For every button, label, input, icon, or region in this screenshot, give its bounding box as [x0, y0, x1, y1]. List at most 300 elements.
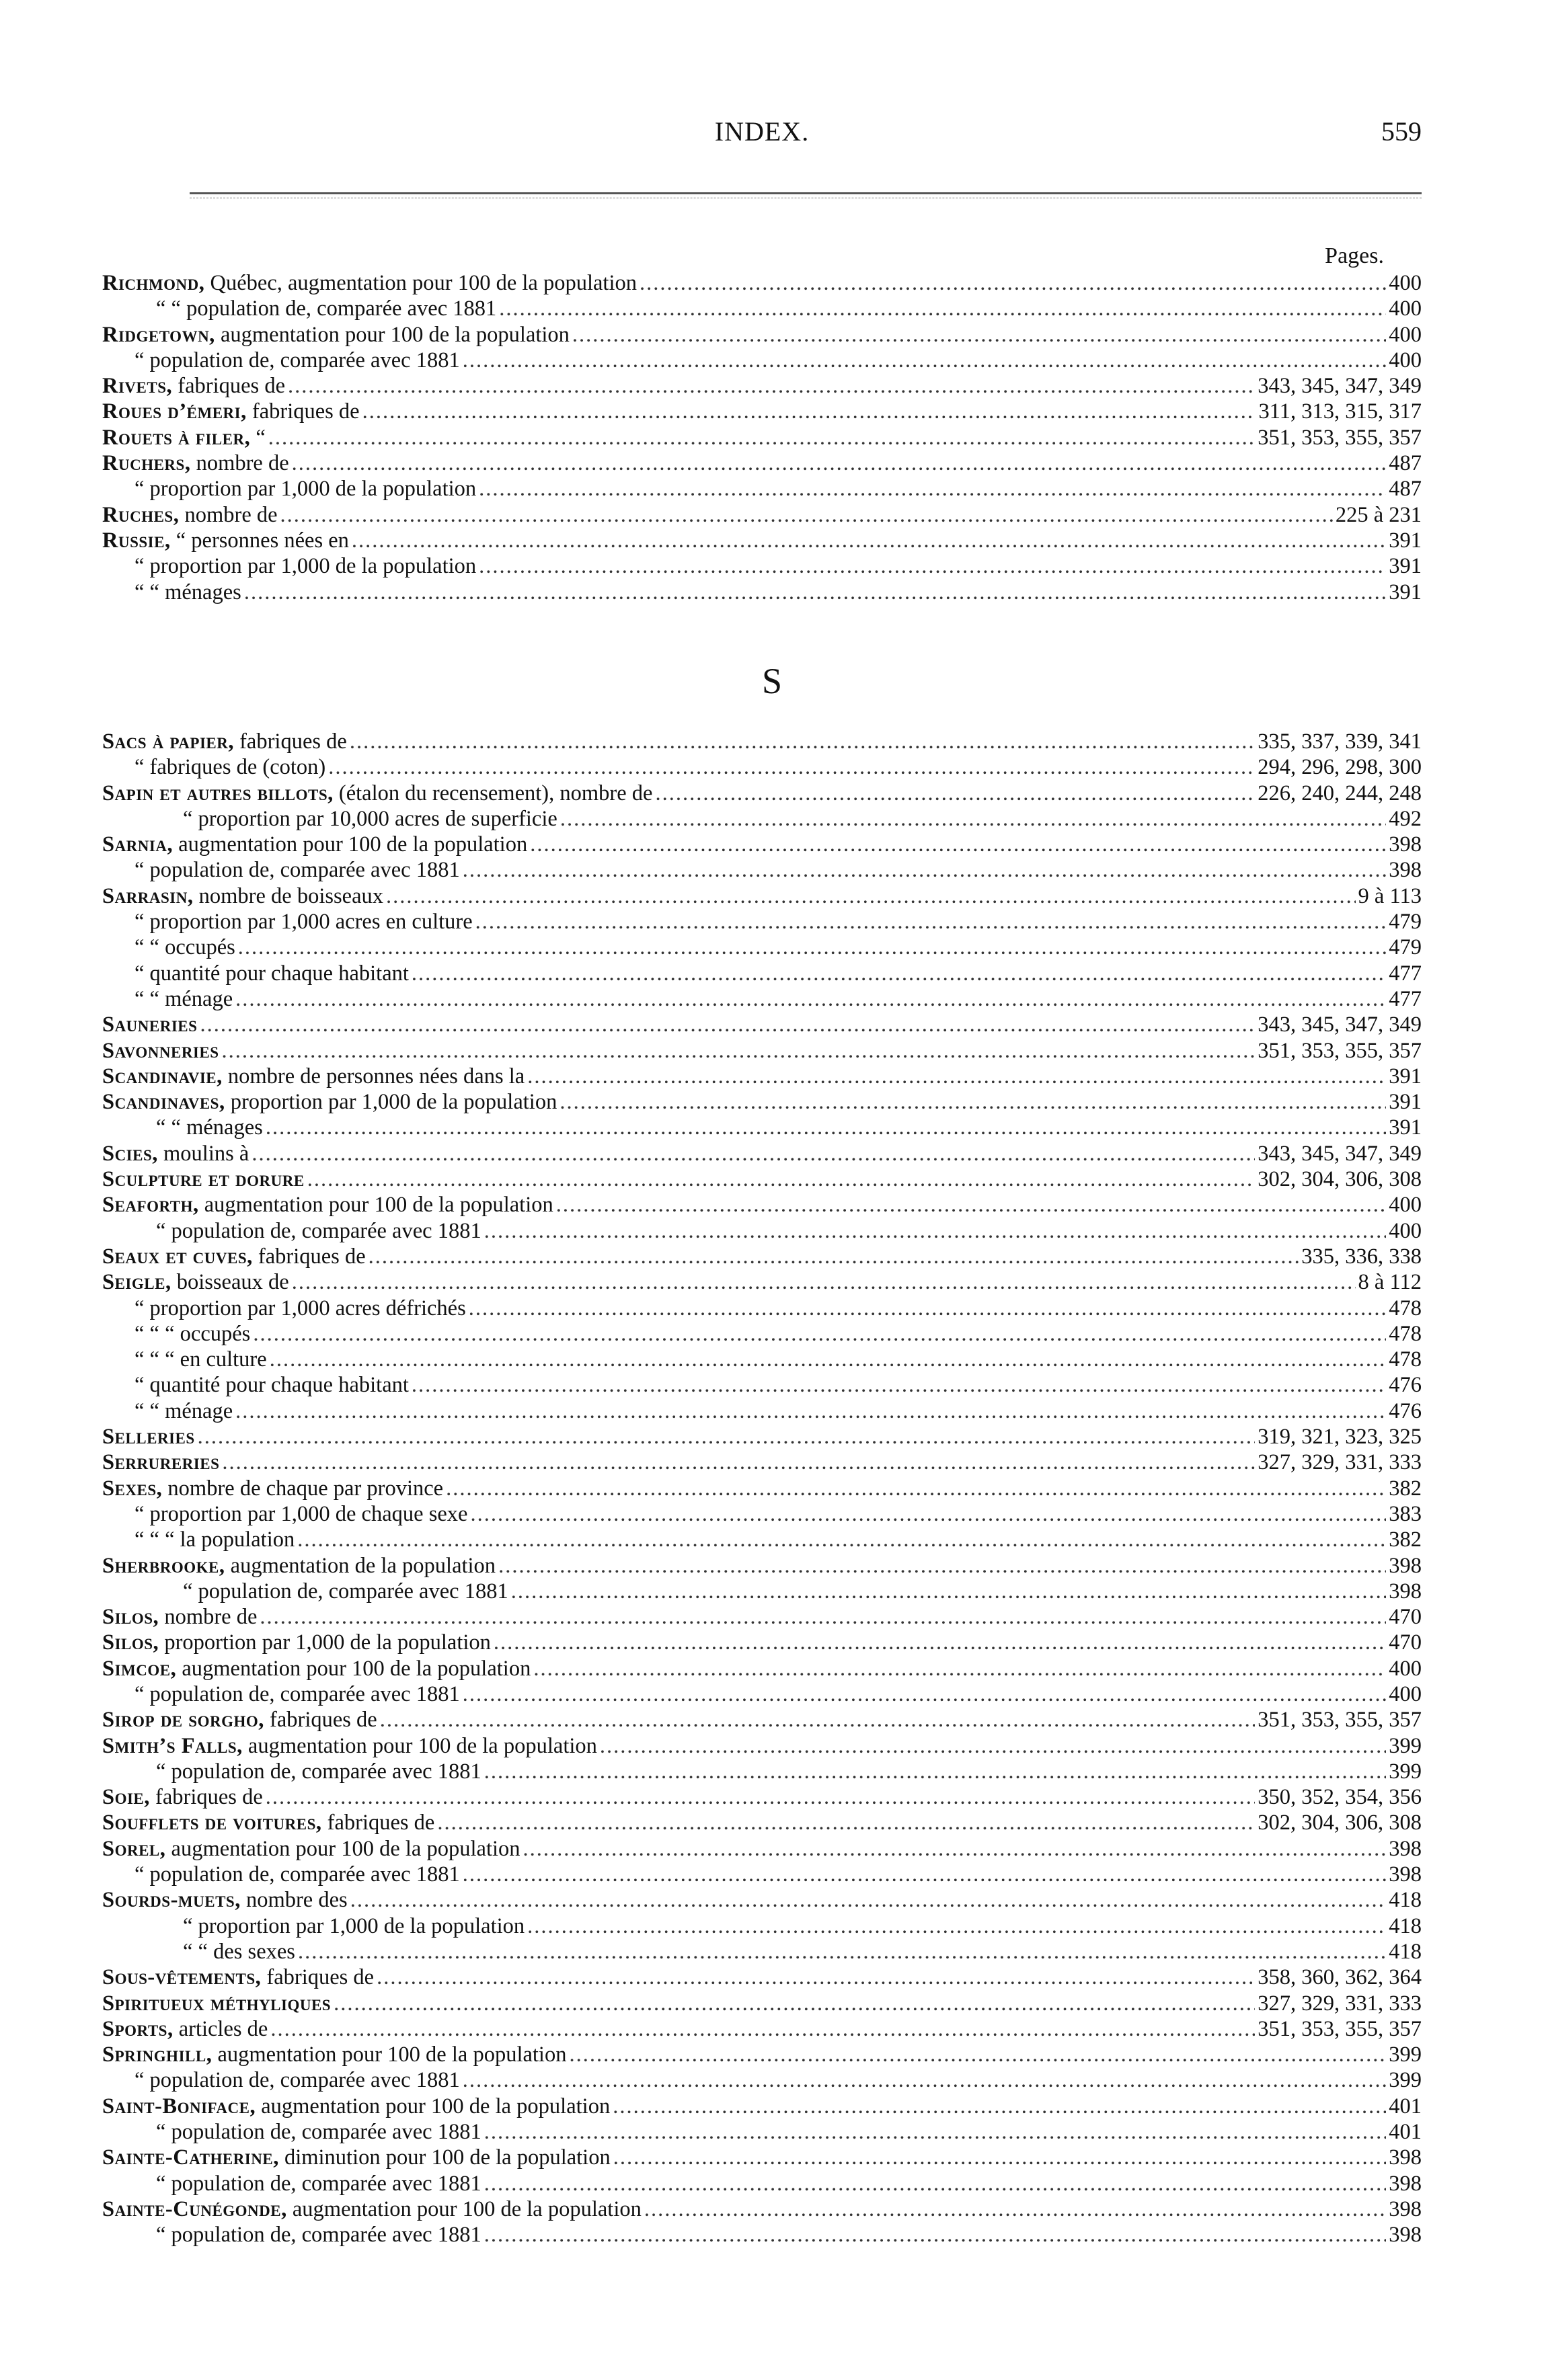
entry-description: fabriques de	[172, 374, 285, 399]
entry-description: augmentation pour 100 de la population	[256, 2094, 611, 2118]
entry-text	[102, 399, 360, 424]
entry-text	[156, 1218, 481, 1244]
entry-pages: 400	[1389, 1218, 1422, 1243]
entry-pages: 487	[1389, 451, 1422, 476]
entry-description: “ proportion par 1,000 de la population	[134, 477, 477, 502]
index-entry	[102, 1141, 1422, 1166]
dot-leader	[527, 1913, 1386, 1939]
dot-leader	[380, 1707, 1256, 1733]
entry-text	[102, 2196, 642, 2222]
entry-description: fabriques de	[264, 1708, 377, 1733]
entry-pages: 476	[1389, 1373, 1422, 1398]
dot-leader	[298, 1939, 1386, 1965]
entry-description: nombre des	[240, 1888, 348, 1913]
entry-heading: Sacs à papier,	[102, 729, 234, 754]
dot-leader	[463, 1681, 1387, 1707]
entry-text	[102, 1707, 377, 1733]
entry-description: “ “ des sexes	[183, 1939, 295, 1964]
entry-text	[102, 729, 347, 754]
entry-text	[156, 296, 496, 321]
index-entry	[102, 2067, 1422, 2093]
index-entry	[102, 1991, 1422, 2016]
entry-heading: Soie,	[102, 1785, 150, 1810]
entry-heading: Scies,	[102, 1141, 158, 1166]
entry-heading: Silos,	[102, 1605, 159, 1630]
entry-description: “ quantité pour chaque habitant	[134, 961, 409, 986]
entry-heading: Sauneries	[102, 1013, 198, 1037]
entry-text	[134, 986, 233, 1012]
index-entry	[102, 806, 1422, 832]
dot-leader	[533, 1656, 1386, 1681]
entry-pages: 335, 336, 338	[1301, 1244, 1422, 1269]
entry-description: augmentation de la population	[225, 1553, 496, 1578]
dot-leader	[292, 450, 1387, 476]
entry-pages: 400	[1389, 296, 1422, 321]
index-entry	[102, 1579, 1422, 1604]
entry-description: augmentation pour 100 de la population	[242, 1733, 597, 1758]
index-entry	[102, 1398, 1422, 1424]
entry-pages: 398	[1389, 858, 1422, 883]
entry-heading: Ridgetown,	[102, 322, 215, 347]
entry-text	[102, 1630, 491, 1655]
dot-leader	[484, 2119, 1387, 2145]
dot-leader	[527, 1064, 1386, 1089]
entry-description: augmentation pour 100 de la population	[198, 1193, 553, 1218]
index-entry	[102, 270, 1422, 296]
entry-description: “ proportion par 1,000 de la population	[134, 554, 477, 579]
index-entry	[102, 781, 1422, 806]
dot-leader	[484, 2171, 1387, 2196]
entry-text	[134, 857, 460, 883]
index-entry	[102, 2196, 1422, 2222]
entry-description: nombre de boisseaux	[193, 883, 384, 908]
index-entry	[102, 935, 1422, 960]
entry-pages: 343, 345, 347, 349	[1258, 1013, 1422, 1037]
entry-description: proportion par 1,000 de la population	[225, 1090, 557, 1115]
index-entry	[102, 1836, 1422, 1862]
dot-leader	[463, 857, 1387, 883]
entry-text	[102, 1476, 443, 1501]
index-entry	[102, 883, 1422, 909]
entry-pages: 382	[1389, 1476, 1422, 1501]
entry-description: “ “ ménages	[156, 1115, 263, 1140]
entry-heading: Silos,	[102, 1630, 159, 1655]
page-number: 559	[1381, 116, 1422, 147]
dot-leader	[377, 1965, 1255, 1990]
entry-pages: 477	[1389, 986, 1422, 1011]
entry-pages: 398	[1389, 1553, 1422, 1578]
index-entry	[102, 502, 1422, 528]
dot-leader	[494, 1630, 1386, 1655]
entry-pages: 382	[1389, 1528, 1422, 1552]
entry-description: nombre de	[159, 1605, 258, 1630]
dot-leader	[270, 1347, 1387, 1372]
entry-pages: 391	[1389, 1090, 1422, 1115]
entry-text	[156, 2222, 481, 2248]
entry-pages: 398	[1389, 1862, 1422, 1887]
index-entry	[102, 1347, 1422, 1372]
entry-text	[102, 832, 527, 857]
entry-pages: 383	[1389, 1501, 1422, 1526]
index-entry	[102, 1553, 1422, 1579]
section-letter: S	[761, 661, 783, 701]
index-entry	[102, 1862, 1422, 1887]
entry-pages: 391	[1389, 528, 1422, 553]
dot-leader	[530, 832, 1386, 857]
entry-heading: Sainte-Catherine,	[102, 2145, 279, 2170]
entry-description: moulins à	[157, 1141, 249, 1166]
dot-leader	[222, 1038, 1256, 1064]
entry-heading: Russie,	[102, 528, 171, 553]
entry-description: fabriques de	[149, 1785, 263, 1810]
entry-text	[102, 1141, 249, 1166]
index-entry	[102, 1604, 1422, 1630]
index-entry	[102, 832, 1422, 857]
index-entry	[102, 1166, 1422, 1192]
index-entry	[102, 754, 1422, 780]
entry-pages: 418	[1389, 1913, 1422, 1938]
entry-pages: 8 à 112	[1358, 1270, 1422, 1295]
entry-description: augmentation pour 100 de la population	[165, 1836, 520, 1861]
entry-pages: 400	[1389, 271, 1422, 295]
index-entry	[102, 450, 1422, 476]
entry-pages: 398	[1389, 1579, 1422, 1603]
dot-leader	[655, 781, 1255, 806]
entry-text	[102, 2145, 611, 2170]
index-entry	[102, 1810, 1422, 1835]
entry-pages: 319, 321, 323, 325	[1258, 1425, 1422, 1450]
entry-text	[134, 1398, 233, 1424]
entry-pages: 398	[1389, 2196, 1422, 2221]
dot-leader	[463, 348, 1387, 373]
entry-text	[102, 1450, 219, 1475]
index-entry	[102, 1784, 1422, 1810]
dot-leader	[484, 2222, 1387, 2248]
page-title: INDEX.	[714, 116, 810, 147]
entry-description: “ population de, comparée avec 1881	[134, 858, 460, 883]
dot-leader	[479, 553, 1386, 579]
index-entry	[102, 373, 1422, 399]
dot-leader	[266, 1115, 1386, 1140]
entry-heading: Scandinaves,	[102, 1090, 225, 1115]
index-entry	[102, 1192, 1422, 1218]
entry-text	[134, 961, 409, 986]
index-entry	[102, 1218, 1422, 1244]
entry-description: “ “ “ occupés	[134, 1321, 251, 1346]
index-entry	[102, 296, 1422, 321]
dot-leader	[222, 1450, 1255, 1475]
index-entry	[102, 986, 1422, 1012]
entry-description: nombre de	[190, 451, 289, 476]
entry-description: (étalon du recensement), nombre de	[333, 781, 653, 805]
index-entry	[102, 1012, 1422, 1037]
dot-leader	[640, 270, 1386, 296]
entry-text	[102, 1733, 597, 1759]
entry-pages: 335, 337, 339, 341	[1258, 729, 1422, 754]
entry-pages: 351, 353, 355, 357	[1258, 2016, 1422, 2041]
entry-text	[102, 528, 349, 553]
entry-description: augmentation pour 100 de la population	[215, 322, 570, 347]
entry-text	[102, 2016, 268, 2042]
entry-text	[134, 935, 235, 960]
entry-text	[102, 270, 637, 296]
index-entry	[102, 1038, 1422, 1064]
entry-text	[134, 1527, 295, 1552]
dot-leader	[350, 1887, 1387, 1913]
entry-pages: 400	[1389, 1681, 1422, 1706]
entry-text	[134, 1862, 460, 1887]
entry-text	[134, 1501, 467, 1527]
entry-description: “ quantité pour chaque habitant	[134, 1373, 409, 1398]
dot-leader	[556, 1192, 1387, 1218]
index-entry	[102, 1269, 1422, 1295]
entry-text	[134, 1347, 267, 1372]
index-entry	[102, 1707, 1422, 1733]
index-entry	[102, 2171, 1422, 2196]
entry-pages: 479	[1389, 935, 1422, 960]
entry-heading: Sarnia,	[102, 832, 173, 857]
entry-description: “ “ population de, comparée avec 1881	[156, 296, 497, 321]
dot-leader	[238, 935, 1386, 960]
entry-pages: 226, 240, 244, 248	[1258, 781, 1422, 805]
dot-leader	[328, 754, 1255, 780]
entry-heading: Rivets,	[102, 374, 173, 399]
index-entry	[102, 1965, 1422, 1990]
entry-description: “ “ occupés	[134, 935, 235, 960]
entry-heading: Roues d’émeri,	[102, 399, 247, 424]
dot-leader	[252, 1141, 1255, 1166]
entry-heading: Seigle,	[102, 1270, 171, 1295]
entry-heading: Sherbrooke,	[102, 1553, 225, 1578]
entry-description: “ fabriques de (coton)	[134, 755, 326, 780]
entry-pages: 302, 304, 306, 308	[1258, 1811, 1422, 1835]
dot-leader	[270, 2016, 1255, 2042]
entry-text	[102, 2042, 566, 2067]
dot-leader	[412, 1372, 1386, 1398]
entry-text	[102, 425, 266, 450]
entry-pages: 399	[1389, 1733, 1422, 1758]
dot-leader	[644, 2196, 1386, 2222]
dot-leader	[198, 1424, 1256, 1450]
entry-text	[102, 373, 285, 399]
entry-text	[102, 1244, 366, 1269]
entry-description: “ population de, comparée avec 1881	[134, 1862, 460, 1887]
entry-heading: Springhill,	[102, 2042, 213, 2067]
entry-heading: Smith’s Falls,	[102, 1733, 243, 1758]
index-entry	[102, 1115, 1422, 1140]
entry-text	[102, 1991, 331, 2016]
entry-pages: 350, 352, 354, 356	[1258, 1785, 1422, 1810]
dot-leader	[297, 1527, 1386, 1552]
dot-leader	[307, 1166, 1256, 1192]
index-entry	[102, 322, 1422, 348]
entry-description: augmentation pour 100 de la population	[176, 1656, 531, 1681]
entry-text	[102, 1887, 348, 1913]
entry-text	[134, 553, 476, 579]
entry-text	[134, 1681, 460, 1707]
entry-pages: 351, 353, 355, 357	[1258, 1038, 1422, 1063]
entry-text	[156, 2119, 481, 2145]
index-entry	[102, 2145, 1422, 2170]
dot-leader	[334, 1991, 1255, 2016]
index-entry	[102, 2222, 1422, 2248]
entry-text	[156, 2171, 481, 2196]
entry-pages: 400	[1389, 348, 1422, 372]
entry-pages: 400	[1389, 1656, 1422, 1681]
dot-leader	[280, 502, 1333, 528]
entry-pages: 399	[1389, 1759, 1422, 1784]
entry-heading: Sarrasin,	[102, 883, 194, 908]
entry-description: “ population de, comparée avec 1881	[156, 2223, 481, 2248]
entry-description: nombre de personnes nées dans la	[222, 1064, 525, 1088]
index-entry	[102, 1424, 1422, 1450]
dot-leader	[369, 1244, 1299, 1269]
entry-description: “ population de, comparée avec 1881	[156, 2171, 481, 2196]
dot-leader	[469, 1296, 1387, 1321]
index-entry	[102, 2094, 1422, 2119]
dot-leader	[200, 1012, 1255, 1037]
index-entry	[102, 1450, 1422, 1475]
entry-pages: 401	[1389, 2120, 1422, 2145]
dot-leader	[386, 883, 1356, 909]
dot-leader	[559, 1089, 1386, 1115]
entry-pages: 492	[1389, 806, 1422, 831]
entry-description: nombre de chaque par province	[162, 1476, 444, 1501]
dot-leader	[412, 961, 1386, 986]
entry-heading: Selleries	[102, 1425, 195, 1450]
entry-pages: 476	[1389, 1398, 1422, 1423]
entry-pages: 398	[1389, 2171, 1422, 2196]
index-entry	[102, 348, 1422, 373]
entry-pages: 391	[1389, 554, 1422, 579]
entry-description: “ personnes nées en	[170, 528, 349, 553]
index-entry	[102, 1089, 1422, 1115]
index-entry	[102, 1681, 1422, 1707]
index-entry	[102, 1630, 1422, 1655]
entry-pages: 327, 329, 331, 333	[1258, 1991, 1422, 2016]
entry-description: “ “ ménages	[134, 580, 241, 604]
dot-leader	[511, 1579, 1387, 1604]
pages-column-label: Pages.	[1325, 243, 1384, 268]
entry-pages: 398	[1389, 832, 1422, 857]
dot-leader	[292, 1269, 1356, 1295]
entry-pages: 302, 304, 306, 308	[1258, 1167, 1422, 1192]
entry-text	[102, 502, 278, 528]
entry-description: “ population de, comparée avec 1881	[156, 1759, 481, 1784]
dot-leader	[498, 1553, 1386, 1579]
entry-pages: 343, 345, 347, 349	[1258, 1141, 1422, 1166]
dot-leader	[484, 1759, 1387, 1784]
entry-text	[102, 781, 652, 806]
dot-leader	[484, 1218, 1387, 1244]
entry-pages: 418	[1389, 1939, 1422, 1964]
entry-heading: Ruchers,	[102, 451, 191, 476]
dot-leader	[569, 2042, 1386, 2067]
page-header	[102, 116, 1422, 156]
entry-text	[102, 1192, 553, 1218]
index-entry	[102, 1501, 1422, 1527]
entry-heading: Seaforth,	[102, 1193, 199, 1218]
entry-description: “ population de, comparée avec 1881	[156, 1218, 481, 1243]
entry-description: “ population de, comparée avec 1881	[134, 348, 460, 372]
dot-leader	[235, 986, 1386, 1012]
entry-text	[134, 1321, 250, 1347]
dot-leader	[479, 476, 1386, 502]
index-section-s	[102, 729, 1422, 2248]
entry-description: “ proportion par 1,000 de la population	[183, 1913, 525, 1938]
dot-leader	[463, 2067, 1387, 2093]
dot-leader	[470, 1501, 1386, 1527]
index-entry	[102, 399, 1422, 424]
entry-pages: 401	[1389, 2094, 1422, 2118]
entry-pages: 398	[1389, 2223, 1422, 2248]
dot-leader	[235, 1398, 1386, 1424]
entry-description: “ “ “ en culture	[134, 1347, 267, 1372]
index-entry	[102, 528, 1422, 553]
index-entry	[102, 2042, 1422, 2067]
entry-heading: Simcoe,	[102, 1656, 177, 1681]
entry-heading: Rouets à filer,	[102, 425, 251, 450]
entry-description: nombre de	[179, 502, 278, 527]
entry-text	[102, 1836, 520, 1862]
entry-description: augmentation pour 100 de la population	[173, 832, 528, 857]
entry-text	[102, 1269, 289, 1295]
dot-leader	[613, 2094, 1386, 2119]
entry-text	[102, 2094, 610, 2119]
index-entry	[102, 1476, 1422, 1501]
entry-text	[183, 1913, 525, 1939]
entry-description: “ proportion par 1,000 acres défrichés	[134, 1296, 466, 1320]
entry-text	[102, 1064, 525, 1089]
dot-leader	[362, 399, 1256, 424]
entry-heading: Sexes,	[102, 1476, 163, 1501]
entry-text	[156, 1759, 481, 1784]
entry-pages: 398	[1389, 2145, 1422, 2170]
index-entry	[102, 909, 1422, 935]
entry-text	[102, 1810, 434, 1835]
index-entry	[102, 2016, 1422, 2042]
index-entry	[102, 1733, 1422, 1759]
entry-description: proportion par 1,000 de la population	[159, 1630, 491, 1655]
entry-description: Québec, augmentation pour 100 de la population	[204, 271, 637, 295]
entry-text	[134, 348, 460, 373]
entry-text	[102, 450, 289, 476]
entry-pages: 351, 353, 355, 357	[1258, 1708, 1422, 1733]
entry-text	[183, 806, 557, 832]
entry-pages: 9 à 113	[1358, 883, 1422, 908]
entry-description: augmentation pour 100 de la population	[286, 2196, 642, 2221]
entry-pages: 478	[1389, 1296, 1422, 1320]
entry-pages: 391	[1389, 1115, 1422, 1140]
entry-heading: Spiritueux méthyliques	[102, 1991, 332, 2016]
entry-heading: Sculpture et dorure	[102, 1167, 305, 1192]
entry-text	[156, 1115, 263, 1140]
dot-leader	[288, 373, 1255, 399]
entry-text	[134, 580, 241, 605]
entry-pages: 487	[1389, 477, 1422, 502]
entry-pages: 391	[1389, 1064, 1422, 1088]
entry-pages: 391	[1389, 580, 1422, 604]
entry-heading: Serrureries	[102, 1450, 220, 1475]
entry-pages: 327, 329, 331, 333	[1258, 1450, 1422, 1475]
entry-heading: Sports,	[102, 2016, 173, 2041]
entry-text	[134, 754, 325, 780]
dot-leader	[463, 1862, 1387, 1887]
entry-description: fabriques de	[233, 729, 347, 754]
dot-leader	[613, 2145, 1387, 2170]
entry-description: “ population de, comparée avec 1881	[156, 2120, 481, 2145]
index-entry	[102, 1244, 1422, 1269]
